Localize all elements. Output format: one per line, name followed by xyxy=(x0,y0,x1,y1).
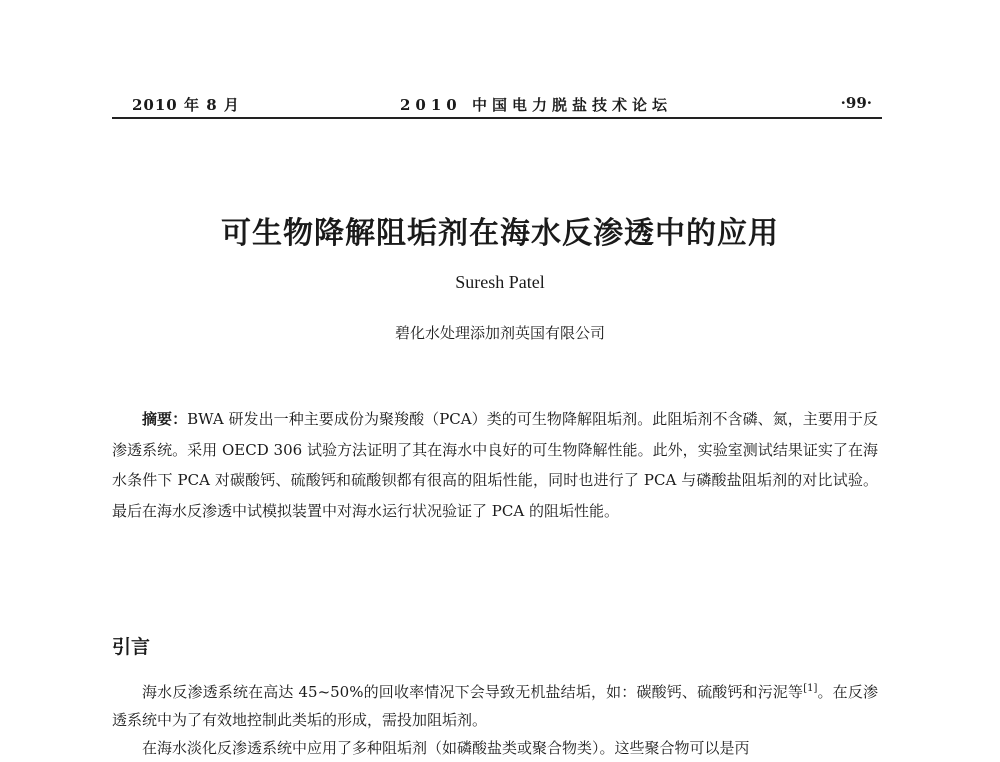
abstract-label: 摘要： xyxy=(142,410,188,428)
running-header xyxy=(112,90,882,116)
section-heading: 引言 xyxy=(112,636,151,658)
header-journal: 2010 中国电力脱盐技术论坛 xyxy=(400,96,672,114)
abstract-text: BWA 研发出一种主要成份为聚羧酸（PCA）类的可生物降解阻垢剂。此阻垢剂不含磷、氮，主要用于反渗透系统。采用 OECD 306 试验方法证明了其在海水中良好的可生物降解性能。此外，实验室测试结果证实了在海水条件下 PCA 对碳酸钙、硫酸钙和硫酸钡都有很高的阻垢性能，同时也进行了 PCA 与磷酸盐阻垢剂的对比试验。最后在海水反渗透中试模拟装置中对海水运行状况验证了 PCA 的阻垢性能。 xyxy=(112,410,878,520)
paper-affiliation: 碧化水处理添加剂英国有限公司 xyxy=(394,324,605,342)
paragraph-1-text-cont: 。在反渗透系统中为了有效地控制此类垢的形成，需投加阻垢剂。 xyxy=(112,683,878,729)
header-date: 2010 年 8 月 xyxy=(132,96,240,114)
abstract xyxy=(112,404,878,526)
paper-title: 可生物降解阻垢剂在海水反渗透中的应用 xyxy=(221,216,779,251)
citation-ref: [1] xyxy=(803,683,818,694)
body-text xyxy=(112,678,878,762)
header-rule xyxy=(112,117,882,119)
paper-author: Suresh Patel xyxy=(455,272,545,292)
paragraph-2: 在海水淡化反渗透系统中应用了多种阻垢剂（如磷酸盐类或聚合物类）。这些聚合物可以是丙 xyxy=(142,739,750,757)
paragraph-1-text: 海水反渗透系统在高达 45~50%的回收率情况下会导致无机盐结垢，如：碳酸钙、硫酸钙和污泥等 xyxy=(142,683,804,701)
header-page-number: ·99· xyxy=(840,94,872,112)
paragraph-1 xyxy=(112,678,878,734)
